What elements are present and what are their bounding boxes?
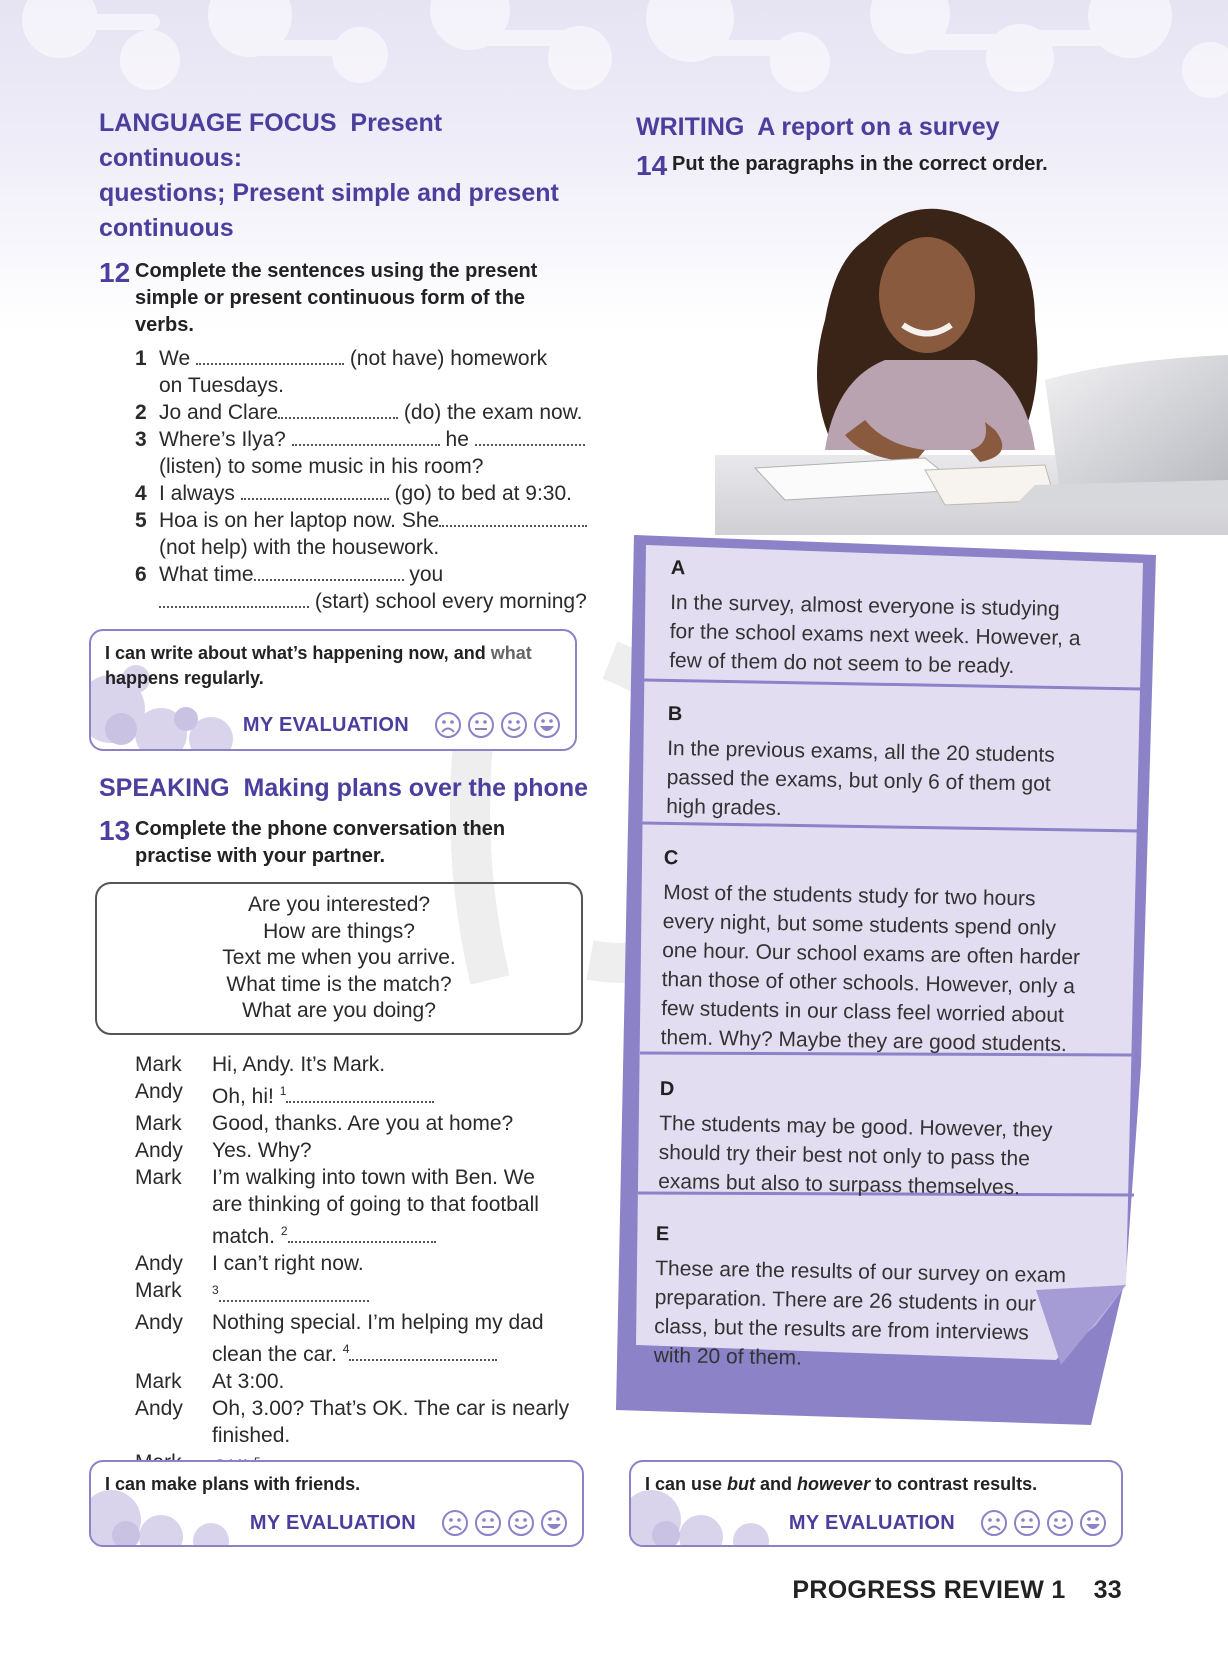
answer-blank[interactable] — [278, 401, 398, 419]
paragraph-line: for the school exams next week. However, a — [669, 619, 1081, 651]
statement-text: happens regularly. — [105, 668, 264, 688]
answer-blank[interactable] — [286, 1085, 434, 1103]
item-text: on Tuesdays. — [159, 374, 284, 397]
utterance: clean the car. — [212, 1342, 337, 1366]
paragraph-a — [669, 557, 1121, 683]
list-item — [135, 480, 589, 507]
item-text: We — [159, 347, 191, 370]
item-text: Jo and Clare — [159, 401, 279, 424]
exercise-12-heading — [99, 258, 589, 339]
paragraph-line: with 20 of them. — [653, 1343, 803, 1370]
item-text: Hoa is on her laptop now. She — [159, 509, 440, 532]
big-smile-face-icon[interactable] — [1079, 1509, 1107, 1537]
paragraph-b — [666, 703, 1118, 829]
paragraph-line: In the survey, almost everyone is studying — [670, 590, 1060, 621]
answer-blank[interactable] — [475, 428, 585, 446]
utterance: Yes. Why? — [212, 1138, 312, 1162]
utterance: I can’t right now. — [212, 1251, 364, 1275]
speaker: Mark — [135, 1165, 182, 1189]
answer-blank[interactable] — [159, 590, 309, 608]
item-text: he — [445, 428, 469, 451]
utterance: At 3:00. — [212, 1369, 285, 1393]
very-sad-face-icon[interactable] — [441, 1509, 469, 1537]
paragraph-line: These are the results of our survey on exam — [655, 1256, 1067, 1288]
phrase-box — [95, 882, 583, 1035]
student-studying-illustration — [715, 200, 1228, 535]
exercise-12-items — [135, 345, 589, 615]
phrase: What time is the match? — [226, 972, 452, 996]
item-number: 1 — [135, 347, 147, 370]
page-footer — [792, 1576, 1122, 1605]
paragraph-line: them. Why? Maybe they are good students. — [660, 1025, 1068, 1057]
writing-title — [636, 110, 1156, 145]
big-smile-face-icon[interactable] — [533, 711, 561, 739]
list-item — [135, 507, 589, 561]
paragraph-line: should try their best not only to pass the — [658, 1140, 1031, 1171]
speaker: Mark — [135, 1111, 182, 1135]
smile-face-icon[interactable] — [1046, 1509, 1074, 1537]
item-text: (do) the exam now. — [403, 401, 583, 424]
paragraph-e — [653, 1223, 1115, 1378]
section-label: PROGRESS REVIEW 1 — [792, 1576, 1066, 1604]
instruction-line: Complete the phone conversation then — [135, 818, 506, 840]
statement-text: and — [755, 1474, 798, 1494]
self-evaluation-box — [89, 1460, 584, 1547]
title-prefix: LANGUAGE FOCUS — [99, 109, 337, 137]
evaluation-row — [789, 1509, 1107, 1537]
paragraph-line: high grades. — [665, 794, 782, 820]
speaker: Mark — [135, 1369, 182, 1393]
self-evaluation-box — [629, 1460, 1123, 1547]
speaker: Andy — [135, 1079, 183, 1103]
evaluation-statement: I can make plans with friends. — [105, 1474, 361, 1494]
answer-blank[interactable] — [254, 563, 404, 581]
smile-face-icon[interactable] — [507, 1509, 535, 1537]
phrase: Text me when you arrive. — [222, 946, 456, 969]
very-sad-face-icon[interactable] — [434, 711, 462, 739]
list-item — [135, 426, 589, 480]
utterance: Good, thanks. Are you at home? — [212, 1111, 514, 1135]
paragraph-line: few of them do not seem to be ready. — [668, 648, 1015, 679]
big-smile-face-icon[interactable] — [540, 1509, 568, 1537]
right-column — [636, 110, 1156, 181]
utterance: are thinking of going to that football — [212, 1192, 539, 1216]
evaluation-row — [243, 711, 561, 739]
list-item — [135, 345, 589, 399]
item-text: Where’s Ilya? — [159, 428, 286, 451]
list-item — [135, 561, 589, 615]
dialog-line — [135, 1137, 589, 1164]
title-line: questions; Present simple and present — [99, 179, 559, 207]
gap-number: 1 — [279, 1083, 287, 1098]
paragraph-line: than those of other schools. However, only a — [661, 967, 1076, 999]
statement-text: to contrast results. — [870, 1474, 1038, 1494]
paragraph-c — [660, 847, 1124, 1060]
dialog-line — [135, 1164, 589, 1250]
phrase: Are you interested? — [247, 893, 431, 916]
gap-number: 2 — [280, 1223, 288, 1238]
exercise-14-heading — [636, 151, 1156, 181]
item-text: I always — [159, 482, 235, 505]
statement-text: however — [797, 1474, 871, 1494]
my-evaluation-label: MY EVALUATION — [788, 1511, 955, 1534]
item-text: What time — [159, 563, 254, 586]
paragraph-line: Most of the students study for two hours — [663, 880, 1036, 911]
paragraph-letter: A — [670, 557, 686, 580]
paragraph-line: class, but the results are from interviews — [653, 1314, 1029, 1345]
speaking-title — [99, 771, 589, 806]
page-number: 33 — [1093, 1576, 1122, 1604]
item-text: (go) to bed at 9:30. — [394, 482, 573, 505]
neutral-face-icon[interactable] — [1013, 1509, 1041, 1537]
exercise-number: 13 — [99, 815, 131, 846]
item-text: (listen) to some music in his room? — [159, 455, 484, 478]
exercise-number: 12 — [99, 257, 131, 288]
item-text: (not have) homework — [349, 347, 548, 370]
answer-blank[interactable] — [439, 509, 587, 527]
item-text: (start) school every morning? — [314, 590, 587, 613]
title-line: Making plans over the phone — [243, 774, 588, 802]
title-line: continuous — [99, 214, 234, 242]
dialog-line — [135, 1078, 589, 1110]
gap-number: 4 — [342, 1341, 350, 1356]
speaker: Mark — [135, 1278, 182, 1302]
neutral-face-icon[interactable] — [467, 711, 495, 739]
smile-face-icon[interactable] — [500, 711, 528, 739]
speaker: Andy — [135, 1310, 183, 1334]
paragraph-letter: C — [663, 847, 679, 870]
paragraph-line: passed the exams, but only 6 of them got — [666, 765, 1051, 796]
utterance: Nothing special. I’m helping my dad — [212, 1310, 544, 1334]
utterance: match. — [212, 1224, 276, 1248]
paragraph-letter: E — [655, 1223, 670, 1246]
title-prefix: SPEAKING — [99, 774, 230, 802]
exercise-instruction — [135, 258, 537, 339]
dialog-line — [135, 1368, 589, 1395]
gap-number: 3 — [212, 1282, 219, 1297]
left-column — [99, 106, 589, 1481]
item-number: 4 — [135, 482, 147, 505]
dialog-line — [135, 1309, 589, 1368]
answer-blank[interactable] — [196, 347, 344, 365]
paragraph-line: one hour. Our school exams are often harder — [661, 938, 1081, 970]
phone-conversation — [135, 1051, 589, 1481]
statement-text: but — [727, 1474, 756, 1494]
speaker: Andy — [135, 1138, 183, 1162]
very-sad-face-icon[interactable] — [980, 1509, 1008, 1537]
dialog-line — [135, 1051, 589, 1078]
answer-blank[interactable] — [292, 428, 440, 446]
statement-text: I can write about what’s happening now, and — [105, 643, 491, 663]
evaluation-row — [250, 1509, 568, 1537]
utterance: Hi, Andy. It’s Mark. — [212, 1052, 386, 1076]
utterance: finished. — [212, 1423, 291, 1447]
paragraph-line: every night, but some students spend only — [662, 909, 1057, 940]
evaluation-statement — [631, 1462, 1121, 1497]
instruction-line: verbs. — [135, 314, 194, 336]
answer-blank[interactable] — [288, 1225, 436, 1243]
dialog-line — [135, 1277, 589, 1309]
answer-blank[interactable] — [349, 1343, 497, 1361]
statement-text: I can use — [645, 1474, 728, 1494]
instruction-line: practise with your partner. — [135, 845, 386, 867]
instruction-line: Complete the sentences using the present — [135, 260, 538, 282]
paragraph-letter: D — [659, 1078, 675, 1101]
exercise-instruction: Put the paragraphs in the correct order. — [672, 153, 1048, 175]
paragraph-d — [658, 1078, 1110, 1204]
dialog-line — [135, 1250, 589, 1277]
answer-blank[interactable] — [219, 1284, 369, 1302]
language-focus-title — [99, 106, 589, 246]
item-text: you — [409, 563, 444, 586]
exercise-number: 14 — [636, 150, 668, 181]
paragraph-line: The students may be good. However, they — [659, 1111, 1053, 1142]
speaker: Mark — [135, 1052, 182, 1076]
paragraph-letter: B — [667, 703, 683, 726]
speaker: Andy — [135, 1396, 183, 1420]
item-text: (not help) with the housework. — [159, 536, 440, 559]
item-number: 3 — [135, 428, 147, 451]
paragraph-line: exams but also to surpass themselves. — [657, 1169, 1021, 1200]
title-line: Present continuous: — [99, 109, 443, 172]
paragraph-line: few students in our class feel worried about — [660, 996, 1065, 1028]
utterance: Oh, hi! — [212, 1084, 274, 1108]
statement-text: what — [490, 643, 532, 663]
item-number: 6 — [135, 563, 147, 586]
list-item — [135, 399, 589, 426]
neutral-face-icon[interactable] — [474, 1509, 502, 1537]
exercise-13-heading — [99, 816, 589, 870]
evaluation-statement — [91, 631, 575, 691]
exercise-instruction — [135, 816, 505, 870]
instruction-line: simple or present continuous form of the — [135, 287, 526, 309]
utterance: Oh, 3.00? That’s OK. The car is nearly — [212, 1396, 570, 1420]
paragraph-line: In the previous exams, all the 20 students — [667, 736, 1055, 767]
title-prefix: WRITING — [636, 113, 745, 141]
my-evaluation-label: MY EVALUATION — [249, 1511, 416, 1534]
dialog-line — [135, 1110, 589, 1137]
speaker: Andy — [135, 1251, 183, 1275]
dialog-line — [135, 1395, 589, 1449]
self-evaluation-box — [89, 629, 577, 751]
item-number: 5 — [135, 509, 147, 532]
utterance: I’m walking into town with Ben. We — [212, 1165, 535, 1189]
my-evaluation-label: MY EVALUATION — [242, 713, 409, 736]
phrase: What are you doing? — [242, 999, 436, 1022]
answer-blank[interactable] — [241, 482, 389, 500]
paragraph-line: preparation. There are 26 students in our — [654, 1285, 1037, 1316]
title-line: A report on a survey — [757, 113, 1000, 141]
phrase: How are things? — [263, 919, 415, 943]
paragraphs-note — [616, 525, 1156, 1425]
item-number: 2 — [135, 401, 147, 424]
